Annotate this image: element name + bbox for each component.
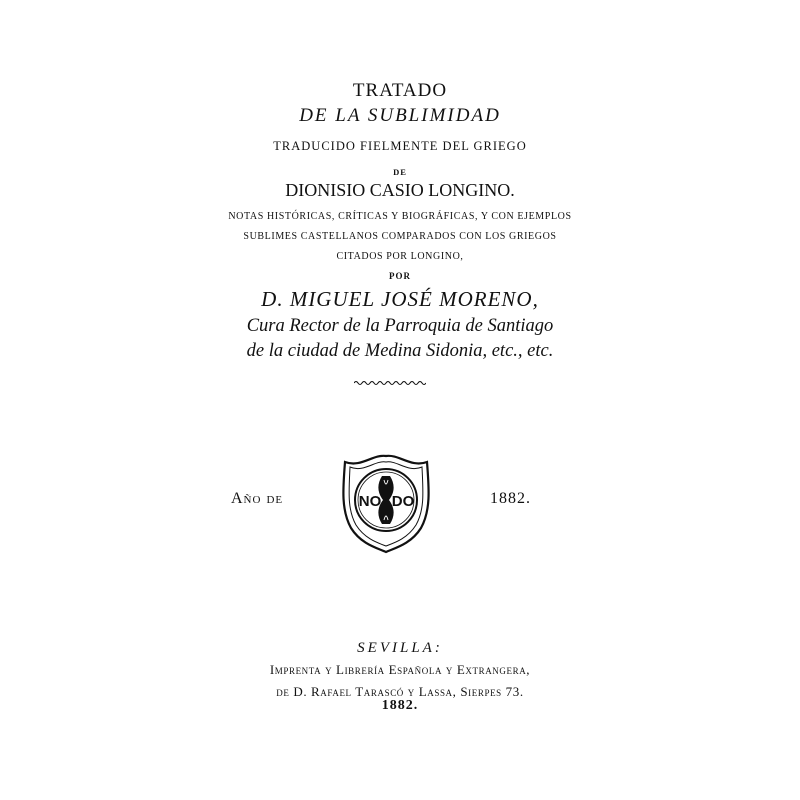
notes-line-3: CITADOS POR LONGINO,: [336, 251, 464, 262]
year-label: Año de: [231, 490, 284, 507]
notes-line-1: NOTAS HISTÓRICAS, CRÍTICAS Y BIOGRÁFICAS, Y CON EJEMPLOS: [228, 211, 572, 222]
imprint-year: 1882.: [381, 698, 419, 713]
translation-note: TRADUCIDO FIELMENTE DEL GRIEGO: [273, 139, 527, 153]
imprint-address: de D. Rafael Tarascó y Lassa, Sierpes 73.: [276, 684, 524, 699]
imprint-city: SEVILLA:: [357, 640, 443, 656]
editor-position-line-2: de la ciudad de Medina Sidonia, etc., etc.: [246, 341, 554, 361]
editor-name: D. MIGUEL JOSÉ MORENO,: [261, 287, 539, 311]
connector-de: DE: [393, 167, 407, 177]
book-subtitle: DE LA SUBLIMIDAD: [299, 105, 501, 126]
emblem-text-right: DO: [391, 493, 415, 510]
notes-line-2: SUBLIMES CASTELLANOS COMPARADOS CON LOS GRIEGOS: [243, 231, 557, 242]
editor-position-line-1: Cura Rector de la Parroquia de Santiago: [246, 316, 554, 336]
author-name: DIONISIO CASIO LONGINO.: [285, 180, 515, 200]
emblem-text-left: NO: [358, 493, 382, 510]
book-title: TRATADO: [352, 80, 448, 101]
connector-por: POR: [389, 271, 411, 281]
no8do-shield-icon: [333, 448, 439, 554]
year-value: 1882.: [490, 490, 531, 507]
imprint-printer: Imprenta y Librería Española y Extrangera,: [269, 662, 531, 677]
ornamental-rule: [354, 380, 426, 386]
